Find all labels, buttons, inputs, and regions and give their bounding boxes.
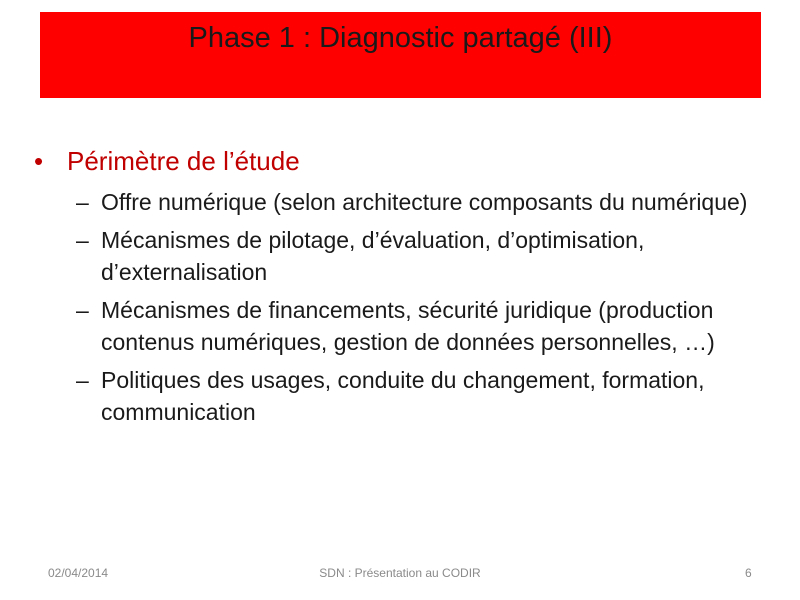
dash-icon: –	[76, 227, 89, 253]
list-item	[76, 294, 766, 358]
slide-title: Phase 1 : Diagnostic partagé (III)	[188, 22, 613, 54]
dash-icon: –	[76, 367, 89, 393]
list-item-text: Politiques des usages, conduite du changement, formation, communication	[101, 367, 705, 425]
footer-date: 02/04/2014	[48, 566, 109, 580]
footer-title: SDN : Présentation au CODIR	[319, 566, 481, 580]
bullet-dot-icon: •	[34, 146, 44, 176]
dash-icon: –	[76, 297, 89, 323]
list-item-text: Offre numérique (selon architecture composants du numérique)	[101, 189, 748, 215]
sub-bullet-list	[76, 186, 766, 434]
list-item	[76, 224, 766, 288]
list-item	[76, 186, 766, 218]
page-number: 6	[745, 566, 752, 580]
dash-icon: –	[76, 189, 89, 215]
list-item	[76, 364, 766, 428]
main-bullet-label: Périmètre de l’étude	[67, 146, 300, 176]
list-item-text: Mécanismes de pilotage, d’évaluation, d’optimisation, d’externalisation	[101, 227, 645, 285]
list-item-text: Mécanismes de financements, sécurité juridique (production contenus numériques, gestion de données personnelles, …)	[101, 297, 715, 355]
title-banner	[40, 12, 761, 98]
